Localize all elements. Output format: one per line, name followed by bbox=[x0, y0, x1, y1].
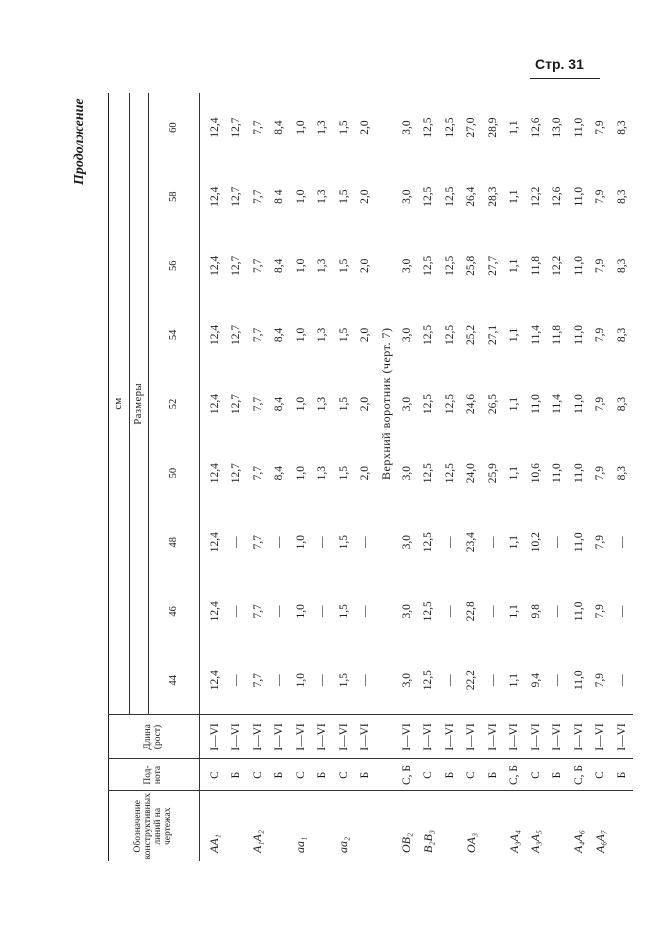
row-value: 7,7 bbox=[251, 535, 264, 550]
row-value: 12,4 bbox=[208, 601, 221, 622]
row-value: 1,5 bbox=[337, 120, 350, 135]
row-value: 1,0 bbox=[294, 120, 307, 135]
row-value: 1,5 bbox=[337, 327, 350, 343]
row-value: 25,2 bbox=[465, 324, 478, 345]
table-row bbox=[547, 93, 569, 861]
row-designation bbox=[611, 791, 633, 861]
row-value: 7,9 bbox=[594, 396, 607, 412]
row-value: 8,4 bbox=[273, 327, 286, 343]
row-value: 12,4 bbox=[208, 255, 221, 276]
row-value: 11,0 bbox=[572, 463, 585, 483]
row-value: 7,7 bbox=[251, 120, 264, 135]
section-row bbox=[376, 93, 396, 861]
row-value: — bbox=[230, 605, 243, 618]
row-value: 8,3 bbox=[615, 120, 628, 135]
row-value: 1,1 bbox=[508, 673, 521, 688]
row-length: I—VI bbox=[396, 715, 418, 759]
row-subgroup: Б bbox=[269, 759, 291, 791]
row-value: 7,7 bbox=[251, 396, 264, 412]
row-value: 12,4 bbox=[208, 393, 221, 415]
row-value: 10,2 bbox=[529, 532, 542, 553]
row-value: 7,9 bbox=[594, 327, 607, 343]
table-body bbox=[200, 93, 633, 861]
row-subgroup: Б bbox=[355, 759, 377, 791]
row-designation: AA₁ bbox=[204, 791, 226, 861]
row-value: — bbox=[615, 674, 628, 686]
row-value: 11,0 bbox=[572, 394, 585, 414]
row-value: 10,6 bbox=[529, 463, 542, 484]
row-value: 12,5 bbox=[422, 186, 435, 207]
row-length: I—VI bbox=[568, 715, 590, 759]
row-value: 1,1 bbox=[508, 465, 521, 481]
row-value: 1,3 bbox=[316, 465, 329, 481]
row-value: 26,5 bbox=[486, 393, 499, 415]
row-value: 1,0 bbox=[294, 189, 307, 204]
row-value: 12,4 bbox=[208, 186, 221, 207]
row-value: 7,7 bbox=[251, 327, 264, 343]
row-value: 2,0 bbox=[359, 189, 372, 204]
row-value: 12,5 bbox=[422, 601, 435, 622]
row-subgroup: Б bbox=[439, 759, 461, 791]
row-length: I—VI bbox=[290, 715, 312, 759]
row-value: 12,5 bbox=[422, 463, 435, 484]
row-length: I—VI bbox=[204, 715, 226, 759]
row-designation: OB₂ bbox=[396, 791, 418, 861]
row-value: 1,5 bbox=[337, 673, 350, 688]
row-value: 1,1 bbox=[508, 396, 521, 412]
size-header-cell: 44 bbox=[149, 646, 200, 715]
size-header-cell: 58 bbox=[149, 162, 200, 231]
row-value: — bbox=[316, 605, 329, 618]
row-value: 12,5 bbox=[422, 255, 435, 276]
row-value: 1,5 bbox=[337, 535, 350, 550]
row-value: 1,1 bbox=[508, 189, 521, 204]
row-value: 12,4 bbox=[208, 670, 221, 691]
row-subgroup: Б bbox=[547, 759, 569, 791]
table-row bbox=[226, 93, 248, 861]
size-header-cell: 56 bbox=[149, 231, 200, 300]
row-value: 12,5 bbox=[443, 324, 456, 345]
row-value: 1,3 bbox=[316, 189, 329, 204]
row-value: 11,0 bbox=[572, 325, 585, 345]
row-value: 27,1 bbox=[486, 324, 499, 345]
row-value: 2,0 bbox=[359, 120, 372, 135]
size-header-cell: 60 bbox=[149, 93, 200, 162]
row-value: 12,5 bbox=[422, 117, 435, 138]
table-row bbox=[504, 93, 526, 861]
row-value: 12,5 bbox=[443, 393, 456, 415]
row-subgroup: Б bbox=[312, 759, 334, 791]
sizes-table-container bbox=[108, 93, 628, 861]
row-value: 1,0 bbox=[294, 465, 307, 481]
row-value: 1,1 bbox=[508, 327, 521, 343]
row-value: 1,0 bbox=[294, 673, 307, 688]
row-designation: A₄A₆ bbox=[568, 791, 590, 861]
row-value: — bbox=[273, 605, 286, 618]
row-subgroup: С, Б bbox=[396, 759, 418, 791]
row-value: 12,5 bbox=[422, 393, 435, 415]
row-value: 12,5 bbox=[443, 117, 456, 138]
row-value: — bbox=[443, 605, 456, 618]
row-value: 8,3 bbox=[615, 258, 628, 273]
table-row bbox=[461, 93, 483, 861]
row-value: 28,9 bbox=[486, 117, 499, 138]
row-value: 8,3 bbox=[615, 189, 628, 204]
size-header-cell: 48 bbox=[149, 508, 200, 577]
row-value: 1,1 bbox=[508, 604, 521, 619]
row-subgroup: Б bbox=[611, 759, 633, 791]
row-designation bbox=[439, 791, 461, 861]
row-value: 11,0 bbox=[572, 255, 585, 276]
row-value: 8,3 bbox=[615, 327, 628, 343]
row-length: I—VI bbox=[611, 715, 633, 759]
row-value: — bbox=[551, 536, 564, 548]
row-value: 11,0 bbox=[572, 670, 585, 691]
row-value: 7,9 bbox=[594, 120, 607, 135]
row-subgroup: Б bbox=[482, 759, 504, 791]
row-length: I—VI bbox=[247, 715, 269, 759]
table-row bbox=[204, 93, 226, 861]
table-row bbox=[418, 93, 440, 861]
row-value: 11,4 bbox=[551, 394, 564, 414]
row-length: I—VI bbox=[269, 715, 291, 759]
row-value: 2,0 bbox=[359, 327, 372, 343]
row-value: — bbox=[359, 536, 372, 548]
row-value: 1,0 bbox=[294, 327, 307, 343]
row-value: — bbox=[316, 674, 329, 686]
row-value: — bbox=[359, 605, 372, 618]
row-value: 27,0 bbox=[465, 117, 478, 138]
row-value: — bbox=[486, 674, 499, 686]
row-value: 11,0 bbox=[572, 601, 585, 622]
row-value: 12,5 bbox=[422, 324, 435, 345]
row-value: 1,1 bbox=[508, 258, 521, 273]
row-value: — bbox=[443, 674, 456, 686]
continuation-label: Продолжение bbox=[72, 98, 87, 185]
row-value: — bbox=[230, 674, 243, 686]
header-length: Длина (рост) bbox=[109, 715, 200, 759]
row-value: 24,6 bbox=[465, 393, 478, 415]
row-value: — bbox=[486, 605, 499, 618]
row-value: 1,5 bbox=[337, 604, 350, 619]
row-value: 11,4 bbox=[529, 325, 542, 345]
table-row bbox=[333, 93, 355, 861]
row-value: 7,9 bbox=[594, 189, 607, 204]
section-title: Верхний воротник (черт. 7) bbox=[378, 327, 393, 480]
table-row bbox=[312, 93, 334, 861]
size-header-cell: 52 bbox=[149, 369, 200, 438]
row-subgroup: Б bbox=[226, 759, 248, 791]
row-value: 1,0 bbox=[294, 535, 307, 550]
row-value: 3,0 bbox=[400, 535, 413, 550]
row-value: 1,3 bbox=[316, 258, 329, 273]
table-row bbox=[525, 93, 547, 861]
row-designation: aa₂ bbox=[333, 791, 355, 861]
row-designation bbox=[312, 791, 334, 861]
row-value: 9,4 bbox=[529, 673, 542, 688]
row-subgroup: С bbox=[461, 759, 483, 791]
row-value: 12,7 bbox=[230, 463, 243, 484]
row-designation: A₃A₄ bbox=[504, 791, 526, 861]
row-value: 8,4 bbox=[273, 465, 286, 481]
row-value: 25,9 bbox=[486, 463, 499, 484]
row-value: 11,0 bbox=[551, 463, 564, 483]
row-value: 7,9 bbox=[594, 604, 607, 619]
row-length: I—VI bbox=[504, 715, 526, 759]
row-value: 7,7 bbox=[251, 604, 264, 619]
row-value: 8,4 bbox=[273, 396, 286, 412]
row-designation bbox=[482, 791, 504, 861]
row-length: I—VI bbox=[312, 715, 334, 759]
row-value: — bbox=[273, 674, 286, 686]
table-row bbox=[396, 93, 418, 861]
row-value: 12,5 bbox=[443, 186, 456, 207]
row-value: 12,5 bbox=[443, 463, 456, 484]
row-designation: B₂B₃ bbox=[418, 791, 440, 861]
row-value: 12,4 bbox=[208, 463, 221, 484]
row-value: 1,5 bbox=[337, 258, 350, 273]
row-value: 12,7 bbox=[230, 393, 243, 415]
row-value: 8,3 bbox=[615, 396, 628, 412]
row-value: 3,0 bbox=[400, 120, 413, 135]
table-row bbox=[290, 93, 312, 861]
row-value: 1,0 bbox=[294, 258, 307, 273]
row-designation bbox=[269, 791, 291, 861]
row-value: — bbox=[615, 536, 628, 548]
row-length: I—VI bbox=[439, 715, 461, 759]
row-value: 12,2 bbox=[529, 186, 542, 207]
row-designation: A₁A₂ bbox=[247, 791, 269, 861]
row-value: 26,4 bbox=[465, 186, 478, 207]
row-value: 3,0 bbox=[400, 258, 413, 273]
row-value: 3,0 bbox=[400, 327, 413, 343]
header-sizes-label: Размеры bbox=[130, 93, 149, 715]
row-value: 11,0 bbox=[572, 186, 585, 207]
row-value: 2,0 bbox=[359, 258, 372, 273]
row-designation bbox=[547, 791, 569, 861]
row-value: 7,9 bbox=[594, 673, 607, 688]
row-value: 3,0 bbox=[400, 396, 413, 412]
row-value: 12,2 bbox=[551, 255, 564, 276]
row-designation bbox=[226, 791, 248, 861]
table-row bbox=[611, 93, 633, 861]
row-value: 1,5 bbox=[337, 465, 350, 481]
table-row bbox=[247, 93, 269, 861]
row-designation: OA₃ bbox=[461, 791, 483, 861]
row-value: 1,5 bbox=[337, 396, 350, 412]
table-row bbox=[269, 93, 291, 861]
row-subgroup: С, Б bbox=[504, 759, 526, 791]
row-value: 1,3 bbox=[316, 396, 329, 412]
row-value: 1,3 bbox=[316, 120, 329, 135]
row-subgroup: С bbox=[290, 759, 312, 791]
row-value: 3,0 bbox=[400, 604, 413, 619]
row-value: 11,0 bbox=[529, 394, 542, 414]
size-header-cell: 50 bbox=[149, 439, 200, 508]
row-designation bbox=[355, 791, 377, 861]
row-value: 12,5 bbox=[443, 255, 456, 276]
row-value: 12,6 bbox=[551, 186, 564, 207]
row-value: 3,0 bbox=[400, 465, 413, 481]
table-row bbox=[568, 93, 590, 861]
row-value: 1,0 bbox=[294, 604, 307, 619]
row-subgroup: С, Б bbox=[568, 759, 590, 791]
row-value: 12,7 bbox=[230, 117, 243, 138]
header-unit: см bbox=[109, 93, 130, 715]
row-subgroup: С bbox=[590, 759, 612, 791]
row-subgroup: С bbox=[525, 759, 547, 791]
row-value: 27,7 bbox=[486, 255, 499, 276]
row-length: I—VI bbox=[590, 715, 612, 759]
row-value: — bbox=[230, 536, 243, 548]
row-length: I—VI bbox=[482, 715, 504, 759]
table-row bbox=[482, 93, 504, 861]
row-value: 25,8 bbox=[465, 255, 478, 276]
row-value: — bbox=[551, 605, 564, 618]
row-designation: A₃A₅ bbox=[525, 791, 547, 861]
row-value: 12,4 bbox=[208, 532, 221, 553]
size-header-cell: 46 bbox=[149, 577, 200, 646]
row-value: 23,4 bbox=[465, 532, 478, 553]
row-value: 1,1 bbox=[508, 120, 521, 135]
row-value: 2,0 bbox=[359, 396, 372, 412]
row-value: 11,8 bbox=[551, 325, 564, 345]
row-value: 7,7 bbox=[251, 465, 264, 481]
row-value: 3,0 bbox=[400, 673, 413, 688]
row-value: 7,9 bbox=[594, 465, 607, 481]
row-value: 7,9 bbox=[594, 535, 607, 550]
row-value: — bbox=[316, 536, 329, 548]
row-value: 12,5 bbox=[422, 670, 435, 691]
row-subgroup: С bbox=[333, 759, 355, 791]
row-value: 9,8 bbox=[529, 604, 542, 619]
row-value: — bbox=[273, 536, 286, 548]
page-number: Стр. 31 bbox=[535, 56, 584, 72]
row-value: 11,0 bbox=[572, 532, 585, 553]
row-value: 3,0 bbox=[400, 189, 413, 204]
row-value: 12,7 bbox=[230, 186, 243, 207]
row-length: I—VI bbox=[355, 715, 377, 759]
row-designation: aa₁ bbox=[290, 791, 312, 861]
row-subgroup: С bbox=[247, 759, 269, 791]
sizes-table bbox=[108, 93, 633, 861]
row-value: — bbox=[486, 536, 499, 548]
row-length: I—VI bbox=[525, 715, 547, 759]
row-value: 7,7 bbox=[251, 673, 264, 688]
row-value: — bbox=[551, 674, 564, 686]
size-header-cell: 54 bbox=[149, 300, 200, 369]
row-value: 12,5 bbox=[422, 532, 435, 553]
row-value: 1,1 bbox=[508, 535, 521, 550]
row-value: 12,7 bbox=[230, 255, 243, 276]
row-length: I—VI bbox=[418, 715, 440, 759]
row-value: 11,0 bbox=[572, 117, 585, 138]
row-value: 7,7 bbox=[251, 258, 264, 273]
row-value: 2,0 bbox=[359, 465, 372, 481]
row-value: 22,8 bbox=[465, 601, 478, 622]
row-length: I—VI bbox=[333, 715, 355, 759]
row-value: 12,7 bbox=[230, 324, 243, 345]
row-value: 8,4 bbox=[273, 120, 286, 135]
table-row bbox=[590, 93, 612, 861]
row-length: I—VI bbox=[226, 715, 248, 759]
row-value: 8 4 bbox=[273, 189, 286, 204]
row-value: 28,3 bbox=[486, 186, 499, 207]
row-value: 12,4 bbox=[208, 117, 221, 138]
row-value: — bbox=[615, 605, 628, 618]
row-value: — bbox=[359, 674, 372, 686]
row-value: 7,9 bbox=[594, 258, 607, 273]
row-length: I—VI bbox=[547, 715, 569, 759]
row-value: 1,5 bbox=[337, 189, 350, 204]
row-value: 1,3 bbox=[316, 327, 329, 343]
table-row bbox=[355, 93, 377, 861]
row-value: 1,0 bbox=[294, 396, 307, 412]
row-value: 24,0 bbox=[465, 463, 478, 484]
row-subgroup: С bbox=[418, 759, 440, 791]
row-value: 13,0 bbox=[551, 117, 564, 138]
row-value: 7,7 bbox=[251, 189, 264, 204]
row-value: 8,3 bbox=[615, 465, 628, 481]
row-value: 11,8 bbox=[529, 255, 542, 276]
row-value: 22,2 bbox=[465, 670, 478, 691]
row-length: I—VI bbox=[461, 715, 483, 759]
row-value: 12,4 bbox=[208, 324, 221, 345]
row-designation: A₆A₇ bbox=[590, 791, 612, 861]
row-value: — bbox=[443, 536, 456, 548]
row-value: 12,6 bbox=[529, 117, 542, 138]
header-subgroup: Под-нота bbox=[109, 759, 200, 791]
row-value: 8,4 bbox=[273, 258, 286, 273]
row-subgroup: С bbox=[204, 759, 226, 791]
header-designation: Обозначение конструктивных линий на чертежах bbox=[109, 791, 200, 861]
table-row bbox=[439, 93, 461, 861]
